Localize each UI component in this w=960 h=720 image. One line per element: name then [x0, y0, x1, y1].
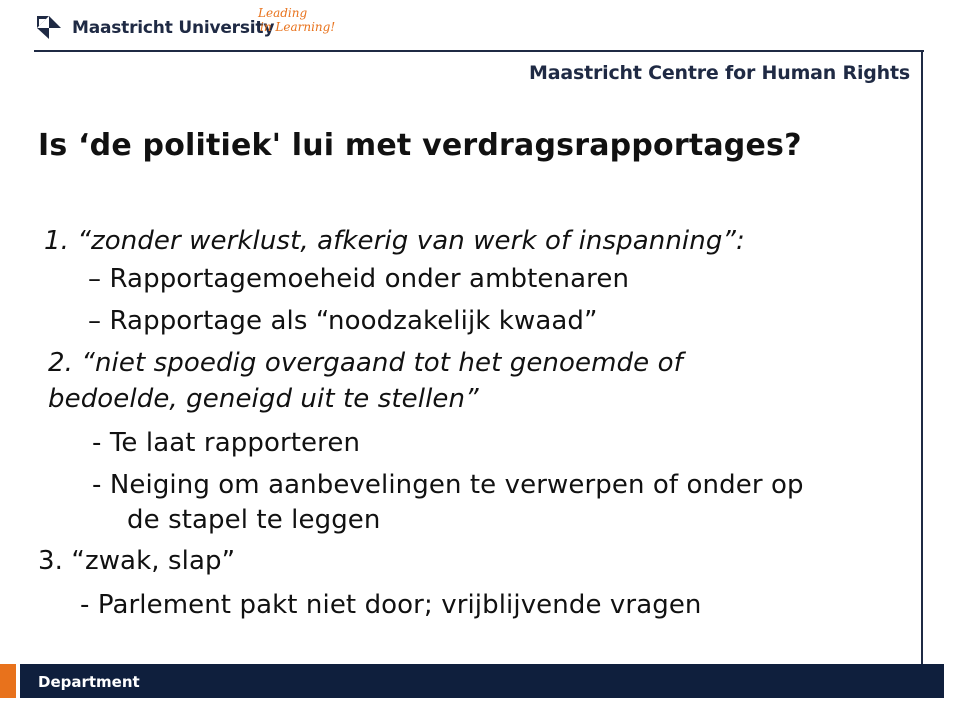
sub-item-2b-cont: de stapel te leggen	[127, 505, 381, 535]
sub-item-2b: - Neiging om aanbevelingen te verwerpen of onder op	[92, 470, 804, 500]
university-logo-icon	[36, 14, 62, 40]
university-tagline	[254, 6, 334, 40]
list-item-2: 2. “niet spoedig overgaand tot het genoemde of	[48, 348, 683, 378]
centre-name: Maastricht Centre for Human Rights	[529, 62, 910, 84]
university-name: Maastricht University	[72, 18, 275, 38]
right-border-line	[921, 50, 923, 695]
sub-item-3a: - Parlement pakt niet door; vrijblijvende vragen	[80, 590, 702, 620]
header-divider	[34, 50, 924, 52]
department-label: Department	[38, 673, 140, 691]
footer-accent-bar	[0, 664, 16, 698]
slide-title: Is ‘de politiek' lui met verdragsrapportages?	[38, 128, 802, 163]
sub-item-1a: – Rapportagemoeheid onder ambtenaren	[88, 264, 630, 294]
list-item-3: 3. “zwak, slap”	[38, 546, 236, 576]
tagline-line-1: Leading	[258, 6, 308, 20]
footer-bar	[20, 664, 944, 698]
list-item-2-cont: bedoelde, geneigd uit te stellen”	[48, 384, 479, 414]
list-item-1: 1. “zonder werklust, afkerig van werk of inspanning”:	[44, 226, 745, 256]
sub-item-2a: - Te laat rapporteren	[92, 428, 361, 458]
sub-item-1b: – Rapportage als “noodzakelijk kwaad”	[88, 306, 598, 336]
tagline-line-2: in Learning!	[260, 20, 336, 34]
